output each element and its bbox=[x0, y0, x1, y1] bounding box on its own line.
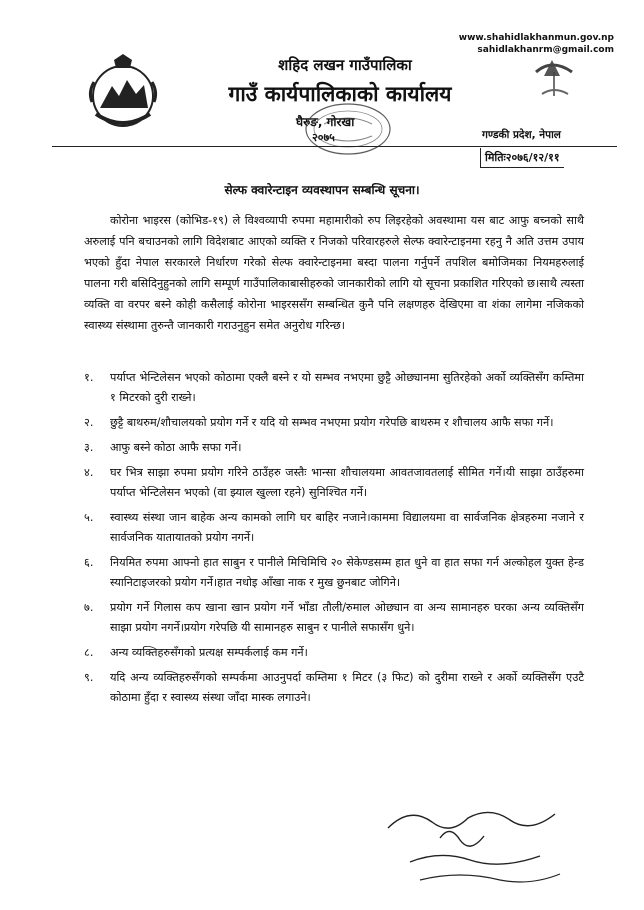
header-divider bbox=[52, 146, 617, 147]
notice-intro-paragraph: कोरोना भाइरस (कोभिड-१९) ले विश्वव्यापी रुपमा महामारीको रुप लिइरहेको अवस्थामा यस बाट आफु बच्नको साथै अरुलाई पनि बचाउनको लागि विदेशबाट आएको व्यक्ति र निजको परिवारहरुले सेल्फ क्वारेन्टाइनमा रहनु नै अति उत्तम उपाय भएको हुँदा नेपाल सरकारले निर्धारण गरेको सेल्फ क्वारेन्टाइनमा बस्दा पालना गर्नुपर्ने तपशिल बमोजिमका नियमहरुलाई पालना गरी बसिदिनुहुनको लागि सम्पूर्ण गाउँपालिकाबासीहरुको जानकारीको लागि यो सूचना प्रकाशित गरिएको छ।साथै त्यस्ता व्यक्ति वा वरपर बस्ने कोही कसैलाई कोरोना भाइरससँग सम्बन्धित कुनै पनि लक्षणहरु देखिएमा वा शंका लागेमा नजिकको स्वास्थ्य संस्थामा तुरुन्तै जानकारी गराउनुहुन समेत अनुरोध गरिन्छ। bbox=[84, 214, 584, 332]
list-item bbox=[84, 668, 584, 708]
list-item-text: स्वास्थ्य संस्था जान बाहेक अन्य कामको लागि घर बाहिर नजाने।काममा विद्यालयमा वा सार्वजनिक क्षेत्रहरुमा नजाने र सार्वजनिक यातायातको प्रयोग नगर्ने। bbox=[110, 511, 584, 544]
list-item bbox=[84, 508, 584, 548]
list-item-number: ६. bbox=[84, 556, 94, 569]
list-item-text: प्रयोग गर्ने गिलास कप खाना खान प्रयोग गर्ने भाँडा तौली/रुमाल ओछ्यान वा अन्य सामानहरु घरका अन्य व्यक्तिसँग साझा प्रयोग नगर्ने।प्रयोग गरेपछि यी सामानहरु साबुन र पानीले सफासँग धुने। bbox=[110, 601, 584, 634]
list-item-number: ७. bbox=[84, 601, 94, 614]
website-link[interactable]: www.shahidlakhanmun.gov.np bbox=[458, 33, 614, 43]
list-item-text: घर भित्र साझा रुपमा प्रयोग गरिने ठाउँहरु जस्तैः भान्सा शौचालयमा आवतजावतलाई सीमित गर्ने।यी साझा ठाउँहरुमा पर्याप्त भेन्टिलेसन भएको (वा झ्याल खुल्ला रहने) सुनिश्चित गर्ने। bbox=[110, 466, 584, 499]
list-item bbox=[84, 413, 584, 433]
list-item-number: ८. bbox=[84, 646, 94, 659]
office-name: गाउँ कार्यपालिकाको कार्यालय bbox=[228, 82, 452, 106]
letterhead bbox=[0, 0, 644, 170]
list-item bbox=[84, 438, 584, 458]
list-item-text: नियमित रुपमा आफ्नो हात साबुन र पानीले मिचिमिचि २० सेकेण्डसम्म हात धुने वा हात सफा गर्न अल्कोहल युक्त हेन्ड स्यानिटाइजरको प्रयोग गर्ने।हात नधोइ आँखा नाक र मुख छुनबाट जोगिने। bbox=[110, 556, 584, 589]
office-location: घैरुङ, गोरखा bbox=[296, 115, 355, 129]
list-item-number: ९. bbox=[84, 671, 94, 684]
list-item bbox=[84, 463, 584, 503]
notice-date: मितिः२०७६/१२/११ bbox=[480, 148, 564, 168]
list-item bbox=[84, 643, 584, 663]
list-item-text: पर्याप्त भेन्टिलेसन भएको कोठामा एक्लै बस्ने र यो सम्भव नभएमा छुट्टै ओछ्यानमा सुतिरहेको अर्को व्यक्तिसँग कम्तिमा १ मिटरको दुरी राख्ने। bbox=[110, 371, 584, 404]
list-item-text: छुट्टै बाथरुम/शौचालयको प्रयोग गर्ने र यदि यो सम्भव नभएमा प्रयोग गरेपछि बाथरुम र शौचालय आफै सफा गर्ने। bbox=[110, 416, 554, 429]
nepal-emblem-icon bbox=[86, 52, 160, 134]
list-item-number: ३. bbox=[84, 441, 94, 454]
visit-nepal-logo-icon bbox=[478, 56, 593, 126]
list-item-text: अन्य व्यक्तिहरुसँगको प्रत्यक्ष सम्पर्कलाई कम गर्ने। bbox=[110, 646, 308, 659]
list-item-number: १. bbox=[84, 371, 94, 384]
signature-block-icon bbox=[380, 800, 580, 895]
list-item-number: ५. bbox=[84, 511, 94, 524]
list-item bbox=[84, 553, 584, 593]
list-item bbox=[84, 598, 584, 638]
list-item-text: यदि अन्य व्यक्तिहरुसँगको सम्पर्कमा आउनुपर्दा कम्तिमा १ मिटर (३ फिट) को दुरीमा राख्ने र अर्को व्यक्तिसँग एउटै कोठामा हुँदा र स्वास्थ्य संस्था जाँदा मास्क लगाउने। bbox=[110, 671, 584, 704]
list-item-number: ४. bbox=[84, 466, 94, 479]
notice-subject: सेल्फ क्वारेन्टाइन व्यवस्थापन सम्बन्धि सूचना। bbox=[224, 183, 420, 197]
office-stamp-icon bbox=[302, 100, 394, 158]
list-item-text: आफु बस्ने कोठा आफै सफा गर्ने। bbox=[110, 441, 242, 454]
list-item-number: २. bbox=[84, 416, 94, 429]
province-label: गण्डकी प्रदेश, नेपाल bbox=[482, 129, 561, 141]
email-link[interactable]: sahidlakhanrm@gmail.com bbox=[477, 45, 614, 55]
municipality-name: शहिद लखन गाउँपालिका bbox=[278, 56, 412, 74]
contact-info bbox=[459, 32, 614, 56]
list-item bbox=[84, 368, 584, 408]
guideline-list bbox=[84, 368, 584, 713]
establishment-year: २०७५ bbox=[312, 131, 335, 144]
